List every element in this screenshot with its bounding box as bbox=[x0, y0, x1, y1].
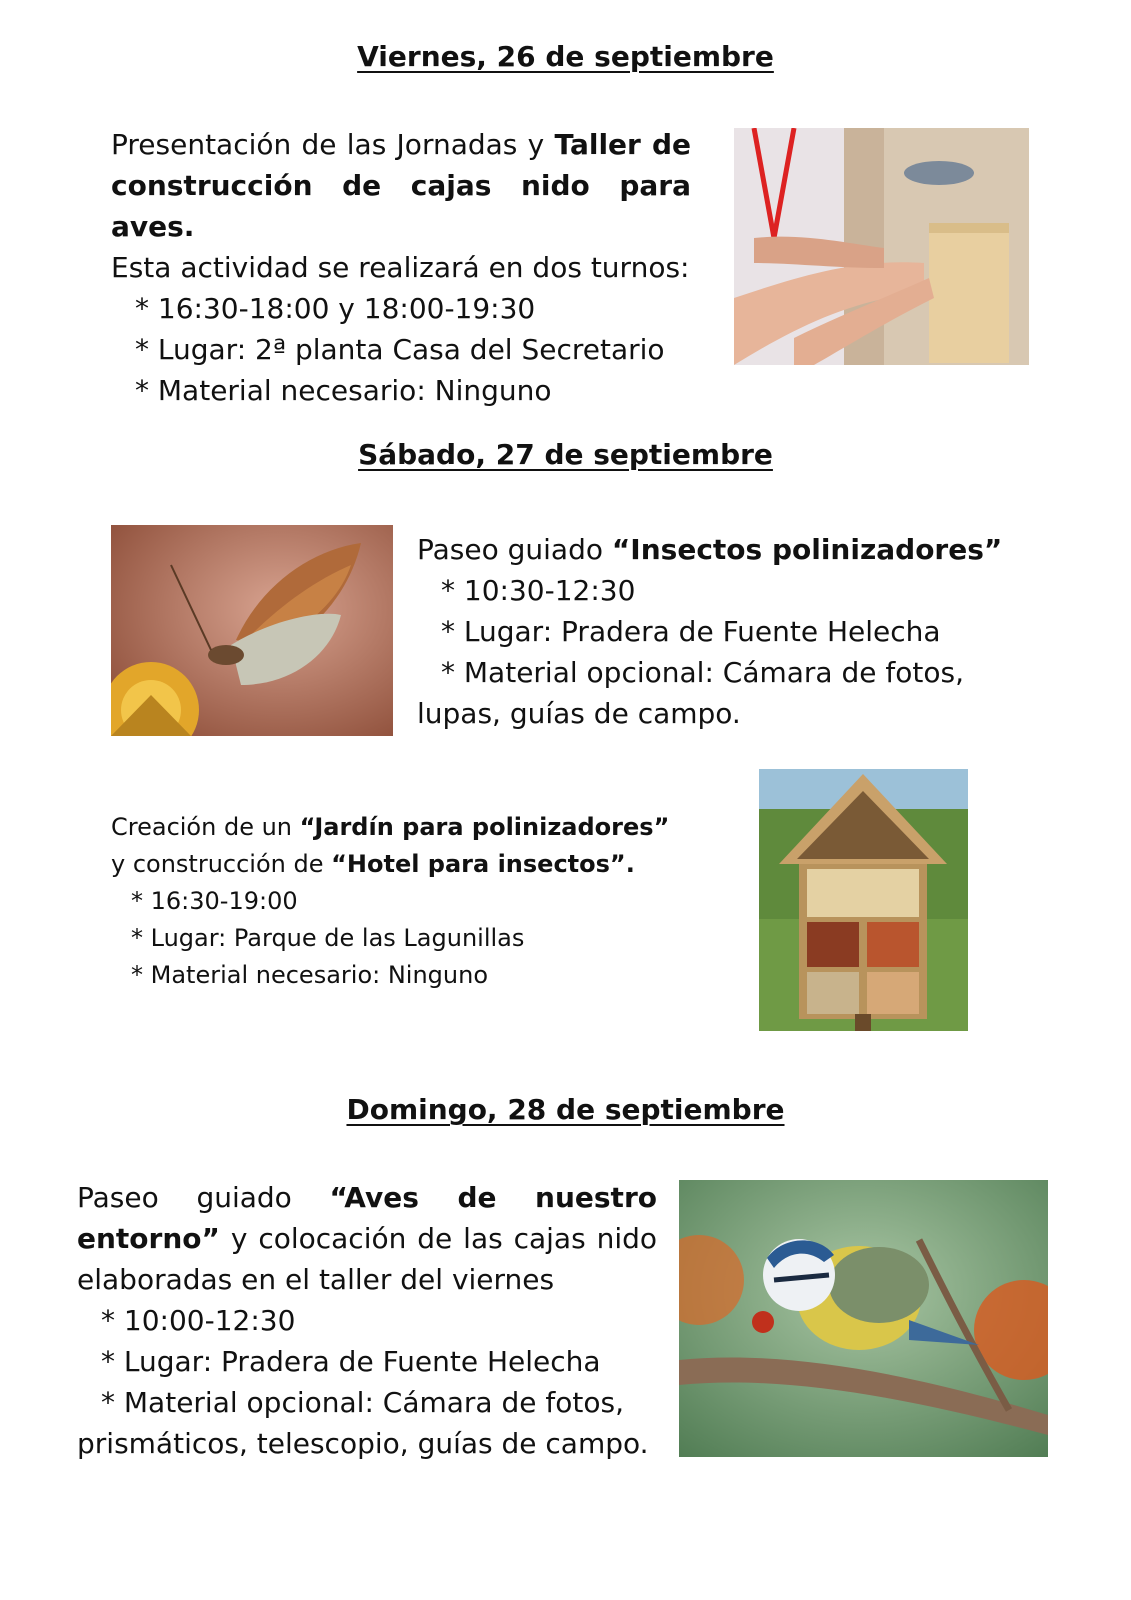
saturday-garden-item: * Material necesario: Ninguno bbox=[131, 961, 489, 989]
friday-item: * 16:30-18:00 y 18:00-19:30 bbox=[135, 292, 536, 325]
friday-intro bbox=[111, 124, 691, 247]
saturday-walk-tail: lupas, guías de campo. bbox=[417, 697, 741, 730]
photo-blue-tit bbox=[679, 1180, 1048, 1457]
friday-intro-bold: Taller de construcción de cajas nido para aves. bbox=[111, 128, 691, 243]
sunday-tail: prismáticos, telescopio, guías de campo. bbox=[77, 1427, 649, 1460]
saturday-walk-item: * 10:30-12:30 bbox=[441, 574, 636, 607]
saturday-garden-intro bbox=[111, 809, 691, 883]
friday-intro-plain: Presentación de las Jornadas y bbox=[111, 128, 555, 161]
friday-item: * Lugar: 2ª planta Casa del Secretario bbox=[135, 333, 665, 366]
sunday-walk-plain: Paseo guiado bbox=[77, 1181, 330, 1214]
saturday-garden-plain: Creación de un bbox=[111, 813, 300, 841]
friday-item: * Material necesario: Ninguno bbox=[135, 374, 552, 407]
heading-saturday: Sábado, 27 de septiembre bbox=[358, 438, 773, 471]
saturday-walk-title bbox=[417, 529, 1017, 570]
sunday-walk-bold: “Aves de nuestro entorno” bbox=[77, 1181, 657, 1255]
saturday-walk-block bbox=[417, 529, 1017, 734]
saturday-walk-plain: Paseo guiado bbox=[417, 533, 612, 566]
saturday-garden-bold: “Hotel para insectos”. bbox=[331, 850, 635, 878]
heading-sunday: Domingo, 28 de septiembre bbox=[346, 1093, 785, 1126]
saturday-garden-item: * 16:30-19:00 bbox=[131, 887, 298, 915]
saturday-garden-block bbox=[111, 809, 691, 994]
sunday-item: * 10:00-12:30 bbox=[101, 1304, 296, 1337]
photo-butterfly bbox=[111, 525, 393, 736]
sunday-item: * Lugar: Pradera de Fuente Helecha bbox=[101, 1345, 601, 1378]
sunday-item: * Material opcional: Cámara de fotos, bbox=[101, 1386, 624, 1419]
saturday-walk-item: * Lugar: Pradera de Fuente Helecha bbox=[441, 615, 941, 648]
sunday-text-block bbox=[77, 1177, 657, 1464]
sunday-walk-plain: y colocación de las cajas nido elaboradas en el taller del viernes bbox=[77, 1222, 657, 1296]
saturday-walk-item: * Material opcional: Cámara de fotos, bbox=[441, 656, 964, 689]
friday-intro-tail: Esta actividad se realizará en dos turnos: bbox=[111, 251, 690, 284]
heading-friday: Viernes, 26 de septiembre bbox=[357, 40, 774, 73]
friday-text-block bbox=[111, 124, 691, 411]
photo-nestbox-workshop bbox=[734, 128, 1029, 365]
saturday-garden-item: * Lugar: Parque de las Lagunillas bbox=[131, 924, 525, 952]
sunday-intro bbox=[77, 1177, 657, 1300]
saturday-walk-bold: “Insectos polinizadores” bbox=[611, 533, 1003, 566]
photo-insect-hotel bbox=[759, 769, 968, 1031]
saturday-garden-bold: “Jardín para polinizadores” bbox=[299, 813, 670, 841]
saturday-garden-plain: y construcción de bbox=[111, 850, 332, 878]
